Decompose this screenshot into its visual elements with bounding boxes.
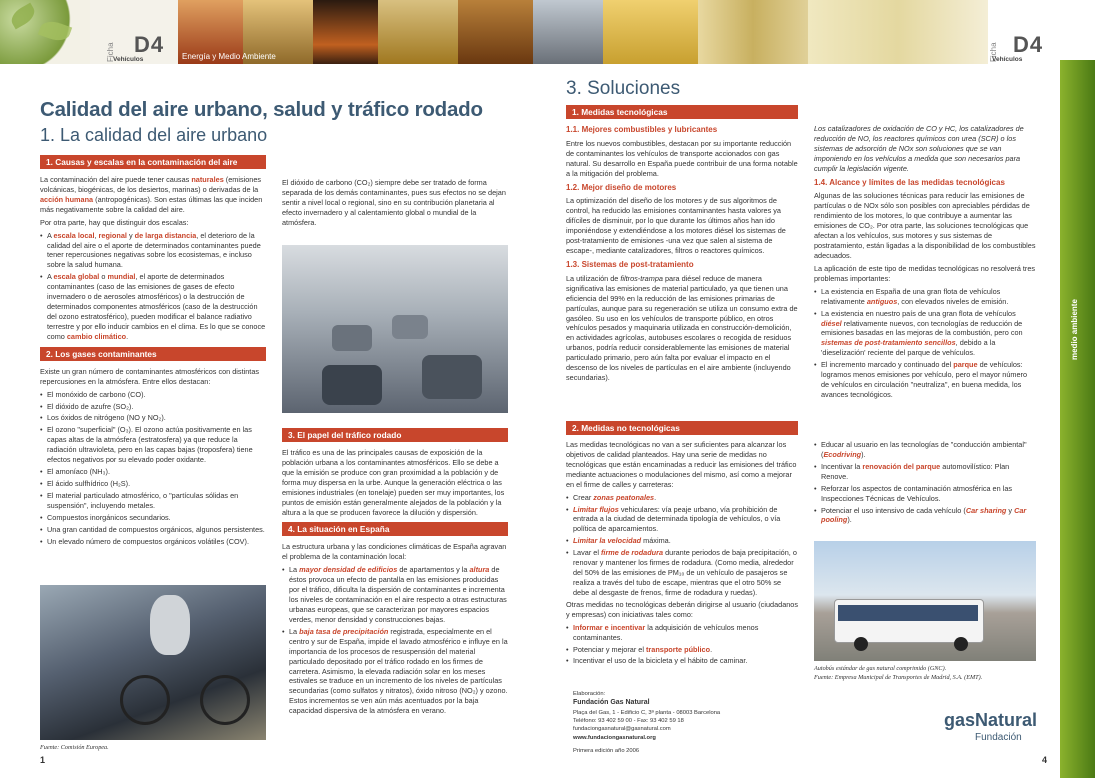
paragraph: Otras medidas no tecnológicas deberán dirigirse al usuario (ciudadanos y empresas) con iniciativas tales como: [566,599,799,619]
footer-line: Elaboración: [573,691,606,697]
page-number: 4 [1042,755,1048,765]
list-item: • Educar al usuario en las tecnologías de "conducción ambiental" (Ecodriving). [814,440,1036,460]
footer-line: www.fundaciongasnatural.org [573,734,656,741]
list-item: • El material particulado atmosférico, o "partículas sólidas en suspensión", incluyendo metales. [40,491,266,511]
header-photo-field [698,0,808,64]
header-photo-industry [458,0,533,64]
list-item: • Un elevado número de compuestos orgánicos volátiles (COV). [40,537,266,547]
list-item: • El amoníaco (NH₃). [40,467,266,477]
list-item: • Potenciar y mejorar el transporte público. [566,645,798,655]
gasnatural-logo: gasNatural [944,710,1038,730]
paragraph: El dióxido de carbono (CO₂) siempre debe ser tratado de forma separada de los demás contaminantes, pues sus efectos no se dejan sentir a nivel local o regional, sino en su contribución planetaria al efecto invernadero y al calentamiento global o mundial de la atmósfera. [282,178,506,227]
list-item: • La existencia en nuestro país de una gran flota de vehículos diésel relativamente nuevos, con tecnologías de reducción de emisiones basadas en las mejoras de la combustión, pero con sistemas de post-tratamiento sencillos, debido a la 'dieselización' reciente del parque de vehículos. [814,309,1036,359]
side-band [1060,60,1095,778]
list-item: • El monóxido de carbono (CO). [40,390,266,400]
ficha-code-right: D4 [1013,32,1044,57]
paragraph: La aplicación de este tipo de medidas tecnológicas no resolverá tres problemas importantes: [814,263,1036,283]
paragraph: El tráfico es una de las principales causas de exposición de la población urbana a los contaminantes atmosféricos. Ello se debe a que la emisión se produce con gran proximidad a la población y de forma muy dispersa en la urbe. Aunque la generación eléctrica o las emisiones industriales (en tonelaje) pueden ser muy importantes, los puntos de emisión están generalmente alejados de la población y la altura a la que se producen favorece la dilución y dispersión. [282,448,505,517]
caption: Autobús estándar de gas natural comprimido (GNC). [814,665,947,672]
photo-cyclists [40,585,266,740]
header-photo-grass [808,0,988,64]
right-column-4 [814,440,1036,527]
caption: Fuente: Comisión Europea. [40,744,109,751]
footer-line: Fundación Gas Natural [573,699,650,707]
section-header: 3. El papel del tráfico rodado [282,428,508,442]
ficha-vehiculos: Vehículos [113,56,144,63]
subsection-title: 1.4. Alcance y límites de las medidas tecnológicas [814,177,1005,187]
ficha-code: D4 [134,32,165,57]
main-title: Calidad del aire urbano, salud y tráfico rodado [40,98,483,121]
paragraph: Las medidas tecnológicas no van a ser suficientes para alcanzar los objetivos de calidad planteados. Hay una serie de medidas no tecnológicas que están encaminadas a reducir las emisiones del tráfico mediante actuaciones o modulaciones del mismo, así como a mejorar en el firme de calles y carreteras: [566,440,797,489]
list-item: • Incentivar la renovación del parque automovilístico: Plan Renove. [814,462,1036,482]
footer-line: Primera edición año 2006 [573,748,640,755]
paragraph: Los catalizadores de oxidación de CO y HC, los catalizadores de reducción de NO, los reactores químicos con urea (SCR) o los sistemas de adsorción de NOx son soluciones que se van imponiendo en los vehículos a medida que son necesarios para cumplir la legislación vigente. [814,124,1024,173]
right-column-3 [566,440,798,668]
paragraph: Por otra parte, hay que distinguir dos escalas: [40,217,189,227]
section-header: 1. Causas y escalas en la contaminación del aire [40,155,266,169]
list-item: • Potenciar el uso intensivo de cada vehículo (Car sharing y Car pooling). [814,506,1036,526]
subsection-title: 1.3. Sistemas de post-tratamiento [566,259,694,269]
subsection-title: 1.1. Mejores combustibles y lubricantes [566,125,718,134]
list-item: • Crear zonas peatonales. [566,493,798,503]
list-item: • Incentivar el uso de la bicicleta y el hábito de caminar. [566,656,798,666]
footer-line: Teléfono: 93 402 59 00 - Fax: 93 402 59 18 [573,717,684,724]
ficha-label-right: Ficha [989,42,998,62]
paragraph: La estructura urbana y las condiciones climáticas de España agravan el problema de la contaminación local: [282,542,507,562]
paragraph: La optimización del diseño de los motores y de sus algoritmos de control, ha reducido las emisiones contaminantes hasta valores ya difíciles de disminuir, por lo que durante los últimos años han ido imponiéndose y extendiéndose a los motores diésel los sistemas de post-tratamiento de emisiones -una vez que salen al sistema de escape-, mediante catalizadores, filtros o reactores químicos. [566,196,786,256]
list-item: • El dióxido de azufre (SO₂). [40,402,266,412]
ficha-vehiculos-right: Vehículos [992,56,1023,63]
header-photo-lamp [313,0,378,64]
list-item: • A escala global o mundial, el aporte de determinados contaminantes (caso de las emisiones de gases de efecto invernadero o de aerosoles atmosféricos) o la destrucción de determinados componentes atmosféricos (caso de la destrucción del ozono estratosférico), pueden modificar el balance radiativo terrestre y por ello inducir cambios en el clima. Es lo que se conoce como cambio climático. [40,272,266,341]
list-item: • Lavar el firme de rodadura durante periodos de baja precipitación, o renovar y mantener los firmes de rodadura. (Como media, alrededor del 50% de las emisiones de PM₁₀ de un vehículo de pasajeros se realiza a través del tubo de escape, mientras que el otro 50% se debe al desgaste de frenos, firme de rodadura y ruedas). [566,548,798,598]
list-item: • Limitar la velocidad máxima. [566,536,798,546]
header-photo-bus [533,0,603,64]
footer-credits [573,690,720,755]
list-item: • El ácido sulfhídrico (H₂S). [40,479,266,489]
subsection-title: 1.2. Mejor diseño de motores [566,182,677,192]
gases-list [40,390,266,547]
left-column-1 [40,150,266,549]
list-item: • El ozono "superficial" (O₃). El ozono actúa positivamente en las capas altas de la atmósfera (estratosfera) ya que reduce la radiación ultravioleta, pero en las capas bajas (troposfera) tiene efectos negativos por su elevado poder oxidante. [40,425,266,465]
no-tech-header [566,416,1036,441]
footer-line: fundaciongasnatural@gasnatural.com [573,726,671,733]
list-item: • Limitar flujos vehiculares: vía peaje urbano, vía prohibición de entrada a la ciudad de determinada tipología de vehículos, o vía política de aparcamientos. [566,505,798,535]
list-item: • Informar e incentivar la adquisición de vehículos menos contaminantes. [566,623,798,643]
list-item: • Los óxidos de nitrógeno (NO y NO₂). [40,413,266,423]
list-item: • La baja tasa de precipitación registrada, especialmente en el centro y sur de España, impide el lavado atmosférico e influye en la importancia de los procesos de resuspensión del material particulado depositado por el tráfico rodado en los firmes de carretera. Asimismo, la elevada radiación solar en los meses estivales se traduce en un incremento de los niveles de partículas secundarias (como sulfatos y nitratos), óxido nitroso (NO₂) y ozono. Estos incrementos se ven aún más acentuados por la baja capacidad dispersiva de la atmósfera en verano. [282,627,508,716]
header-photo-grain [378,0,458,64]
section-title-1: 1. La calidad del aire urbano [40,125,268,145]
section-header: 4. La situación en España [282,522,508,536]
header-energia: Energía y Medio Ambiente [182,52,276,61]
section-header: 1. Medidas tecnológicas [566,105,798,119]
page-number: 1 [40,755,46,765]
left-column-2b [282,423,508,718]
paragraph: La utilización de filtros-trampa para diésel reduce de manera significativa las emisiones de material particulado, ya que tienen una eficiencia del 99% en la reducción de las emisiones primarias de partículas, aunque para su regeneración se utiliza un consumo extra de gasóleo. Su uso en los vehículos de transporte público, en otros vehículos pesados y maquinaria utilizada en construcción-demolición, en actividades agrícolas, autobuses escolares o recogida de residuos urbanos, podría reducir considerablemente las emisiones de material particulado primario, pero aún falta por evaluar el impacto en el descenso de los niveles de partículas en el aire ambiente (incluyendo secundarias). [566,273,798,383]
right-column-1 [566,100,798,386]
paragraph: La contaminación del aire puede tener causas naturales (emisiones volcánicas, biogénicas, de los desiertos, marinas) o derivadas de la acción humana (antropogénicas). Son estas últimas las que inciden más negativamente sobre la calidad del aire. [40,175,263,214]
footer-line: Plaça del Gas, 1 - Edificio C, 3ª planta - 08003 Barcelona [573,709,721,716]
photo-bus [814,541,1036,661]
right-column-2 [814,124,1036,402]
paragraph: Algunas de las soluciones técnicas para reducir las emisiones de partículas o de NOx sólo son posibles con apreciables pérdidas de rendimiento de los motores, lo que contribuye a aumentar las emisiones de CO₂. Por otra parte, las soluciones tecnológicas que afectan a los vehículos, sus motores y sus sistemas de postratamiento, están ligadas a la disponibilidad de los combustibles adecuados. [814,191,1036,261]
paragraph: Existe un gran número de contaminantes atmosféricos con distintas repercusiones en la atmósfera. Entre ellos destacan: [40,366,260,386]
list-item: • Reforzar los aspectos de contaminación atmosférica en las Inspecciones Técnicas de Vehículos. [814,484,1036,504]
fundacion-logo-text: Fundación [975,732,1022,743]
list-item: • A escala local, regional y de larga distancia, el deterioro de la calidad del aire o el aporte de determinados contaminantes puede tener repercusiones negativas sobre los ecosistemas, e incluso sobre la salud humana. [40,231,266,271]
list-item: • Una gran cantidad de compuestos orgánicos, algunos persistentes. [40,525,266,535]
list-item: • Compuestos inorgánicos secundarios. [40,513,266,523]
ficha-label: Ficha [106,42,115,62]
list-item: • La mayor densidad de edificios de apartamentos y la altura de éstos provoca un efecto de pantalla en las emisiones producidas por el tráfico, dificulta la dispersión de contaminantes e incrementa los niveles de contaminación en el aire respecto a otras estructuras urbanas europeas, que se caracterizan por mayores espacios verdes, menor densidad y construcciones bajas. [282,565,508,625]
left-column-2 [282,178,508,231]
header-photo-wheat [603,0,698,64]
section-title-3: 3. Soluciones [566,78,681,99]
section-header: 2. Medidas no tecnológicas [566,421,798,435]
side-label: medio ambiente [1070,299,1079,360]
list-item: • El incremento marcado y continuado del parque de vehículos: logramos menos emisiones por vehículo, pero el mayor número de vehículos en circulación "neutraliza", en buena medida, los avances tecnológicos. [814,360,1036,400]
photo-traffic [282,245,508,413]
section-header: 2. Los gases contaminantes [40,347,266,361]
caption: Fuente: Empresa Municipal de Transportes de Madrid, S.A. (EMT). [814,674,983,681]
header-image-band [0,0,1095,64]
paragraph: Entre los nuevos combustibles, destacan por su importante reducción de contaminantes los vehículos de transporte accionados con gas natural. Su desarrollo en España puede contribuir de una forma notable a la mitigación del problema. [566,138,798,178]
list-item: • La existencia en España de una gran flota de vehículos relativamente antiguos, con elevados niveles de emisión. [814,287,1036,307]
